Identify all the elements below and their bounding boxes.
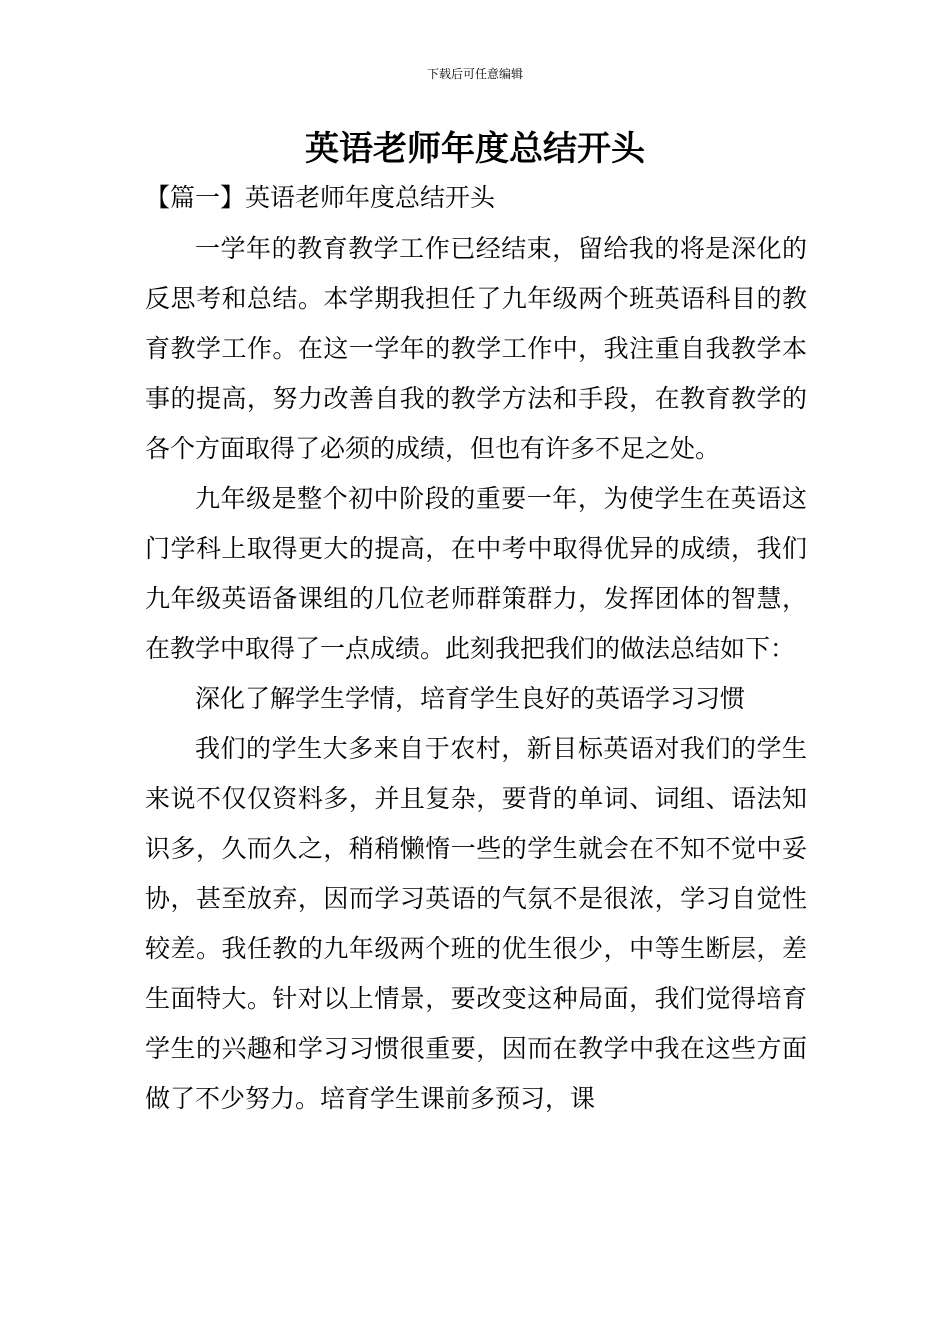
- paragraph-3-subheading: 深化了解学生学情，培育学生良好的英语学习习惯: [195, 684, 746, 713]
- header-note: 下载后可任意编辑: [426, 67, 523, 81]
- body-text: [145, 224, 807, 1124]
- paragraph-4: 我们的学生大多来自于农村，新目标英语对我们的学生来说不仅仅资料多，并且复杂，要背的单词、词组、语法知识多，久而久之，稍稍懒惰一些的学生就会在不知不觉中妥协，甚至放弃，因而学习英语的气氛不是很浓，学习自觉性较差。我任教的九年级两个班的优生很少，中等生断层，差生面特大。针对以上情景，要改变这种局面，我们觉得培育学生的兴趣和学习习惯很重要，因而在教学中我在这些方面做了不少努力。培育学生课前多预习，课: [145, 734, 807, 1113]
- section-heading: 【篇一】英语老师年度总结开头: [145, 183, 496, 212]
- paragraph-1: 一学年的教育教学工作已经结束，留给我的将是深化的反思考和总结。本学期我担任了九年级两个班英语科目的教育教学工作。在这一学年的教学工作中，我注重自我教学本事的提高，努力改善自我的教学方法和手段，在教育教学的各个方面取得了必须的成绩，但也有许多不足之处。: [145, 234, 807, 463]
- document-title: 英语老师年度总结开头: [305, 129, 645, 169]
- paragraph-2: 九年级是整个初中阶段的重要一年，为使学生在英语这门学科上取得更大的提高，在中考中取得优异的成绩，我们九年级英语备课组的几位老师群策群力，发挥团体的智慧，在教学中取得了一点成绩。此刻我把我们的做法总结如下：: [145, 484, 807, 663]
